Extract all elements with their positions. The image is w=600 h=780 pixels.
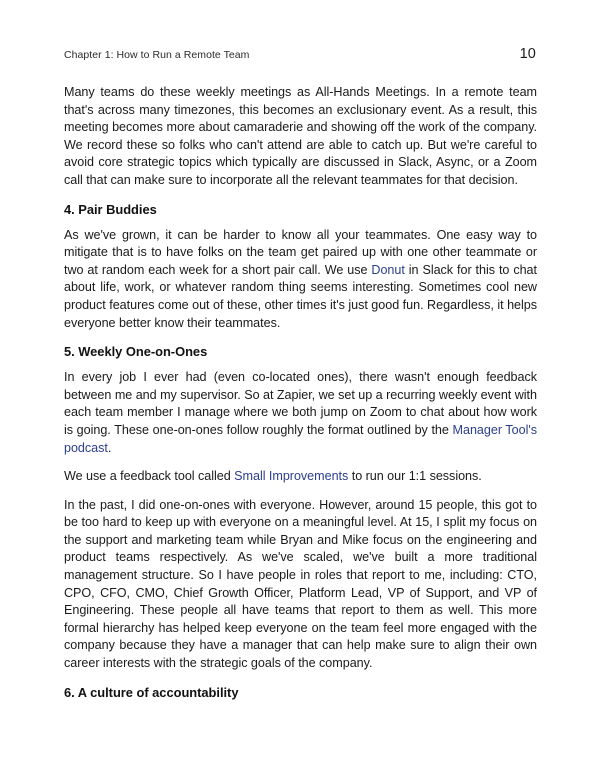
- paragraph-feedback-tool-text-after-link: to run our 1:1 sessions.: [348, 469, 482, 484]
- heading-weekly-one-on-ones: 5. Weekly One-on-Ones: [64, 344, 208, 360]
- link-manager-tools-podcast[interactable]: Manager Tool's podcast: [64, 422, 537, 455]
- paragraph-one-on-ones-text-before-link: In every job I ever had (even co-located ones), there wasn't enough feedback between me and my supervisor. So at Zapier, we set up a recurring weekly event with each team member I manage where we both jump on Zoom to chat about how work is going. These one-on-ones follow roughly the format outlined by the: [64, 370, 537, 437]
- paragraph-pair-buddies-text-before-link: As we've grown, it can be harder to know all your teammates. One easy way to mitigate that is to have folks on the team get paired up with one other teammate or two at random each week for a short pair call. We use: [64, 227, 537, 277]
- heading-pair-buddies: 4. Pair Buddies: [64, 201, 157, 217]
- link-donut[interactable]: Donut: [371, 262, 405, 277]
- paragraph-all-hands-meetings: Many teams do these weekly meetings as All-Hands Meetings. In a remote team that's across many timezones, this becomes an exclusionary event. As a result, this meeting becomes more about camaraderie and showing off the work of the company. We record these so folks who can't attend are able to catch up. But we're careful to avoid core strategic topics which typically are discussed in Slack, Async, or a Zoom call that can make sure to incorporate all the relevant teammates for that decision.: [64, 85, 537, 187]
- paragraph-pair-buddies-text-after-link: in Slack for this to chat about life, work, or whatever random thing seems interesting. Sometimes cool new product features come out of these, other times it's just good fun. Regardless, it helps everyone better know their teammates.: [64, 262, 537, 330]
- heading-culture-of-accountability: 6. A culture of accountability: [64, 684, 239, 700]
- paragraph-one-on-ones-text-after-link: .: [107, 440, 112, 455]
- page-header: [64, 46, 536, 64]
- page-number: 10: [519, 46, 536, 62]
- paragraph-management-hierarchy: In the past, I did one-on-ones with everyone. However, around 15 people, this got to be too hard to keep up with everyone on a meaningful level. At 15, I split my focus on the support and marketing team while Bryan and Mike focus on the engineering and product teams respectively. As we've scaled, we've built a more traditional management structure. So I have people in roles that report to me, including: CTO, CPO, CFO, CMO, Chief Growth Officer, Platform Lead, VP of Support, and VP of Engineering. These people all have teams that report to them as well. This more formal hierarchy has helped keep everyone on the team feel more engaged with the company because they have a manager that can help make sure to align their own career interests with the strategic goals of the company.: [64, 497, 537, 671]
- link-small-improvements[interactable]: Small Improvements: [234, 469, 349, 484]
- paragraph-feedback-tool: [64, 468, 537, 486]
- paragraph-pair-buddies: [64, 227, 537, 333]
- page-content: [64, 84, 537, 710]
- paragraph-feedback-tool-text-before-link: We use a feedback tool called: [64, 469, 235, 484]
- paragraph-one-on-ones: [64, 369, 537, 457]
- running-head-title: Chapter 1: How to Run a Remote Team: [64, 49, 250, 61]
